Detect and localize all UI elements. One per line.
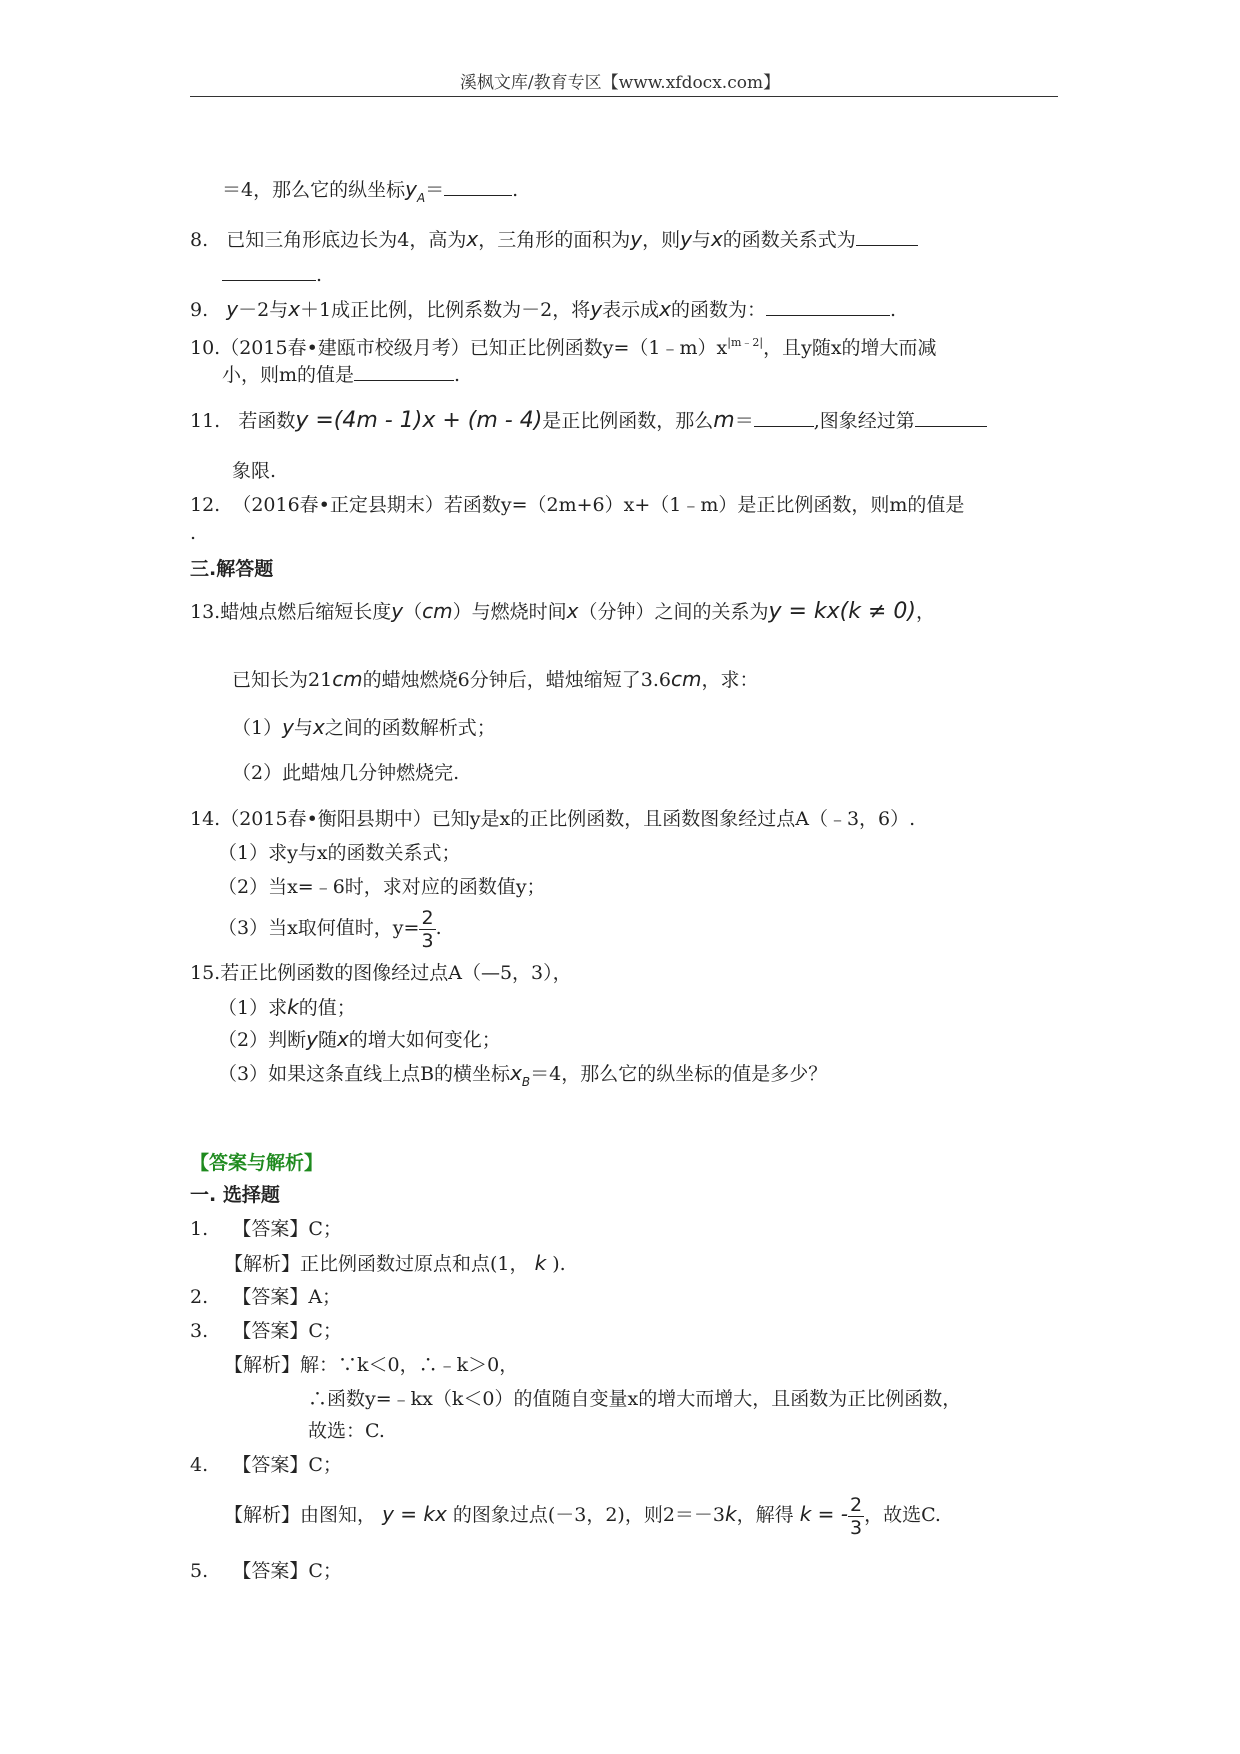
question-11-line2: 象限. bbox=[232, 460, 277, 482]
answer-3-explanation-line2: ∴函数y=﹣kx（k＜0）的值随自变量x的增大而增大，且函数为正比例函数， bbox=[308, 1388, 962, 1410]
answer-blank bbox=[915, 408, 987, 427]
question-14-part1: （1）求y与x的函数关系式； bbox=[218, 842, 461, 864]
answer-3: 3. 【答案】C； bbox=[190, 1320, 342, 1342]
question-12-line2: . bbox=[190, 522, 197, 544]
question-13-part1: （1）y与x之间的函数解析式； bbox=[232, 715, 496, 739]
answers-section-1-heading: 一. 选择题 bbox=[190, 1184, 280, 1206]
answer-blank bbox=[444, 177, 512, 196]
answer-3-explanation-line3: 故选：C. bbox=[308, 1420, 385, 1442]
question-12: 12. （2016春•正定县期末）若函数y=（2m+6）x+（1﹣m）是正比例函数，则m的值是 bbox=[190, 494, 965, 516]
answer-blank bbox=[856, 227, 918, 246]
answer-4: 4. 【答案】C； bbox=[190, 1454, 342, 1476]
question-14-part3: （3）当x取何值时，y= $\frac{2}{3}$ . bbox=[218, 906, 442, 952]
header-divider bbox=[190, 96, 1058, 97]
q11-formula: y =(4m - 1)x + (m - 4) bbox=[295, 408, 543, 433]
question-10: 10.（2015春•建瓯市校级月考）已知正比例函数$y=(1﹣m)x^{|m﹣2|}$，且y随x的增大而减 bbox=[190, 336, 937, 359]
answer-4-explanation: 【解析】由图知， y = kx 的图象过点(－3，2)，则2＝－3k，解得 k = - $\frac{2}{3}$ ，故选C. bbox=[224, 1493, 941, 1539]
answer-1: 1. 【答案】C； bbox=[190, 1218, 342, 1240]
answer-blank bbox=[354, 362, 454, 381]
answers-heading: 【答案与解析】 bbox=[190, 1152, 324, 1174]
question-15-part3: （3）如果这条直线上点B的横坐标$x_B=4$，那么它的纵坐标的值是多少？ bbox=[218, 1061, 828, 1089]
answer-blank bbox=[754, 408, 814, 427]
answer-5: 5. 【答案】C； bbox=[190, 1560, 342, 1582]
question-15-part1: （1）求k的值； bbox=[218, 995, 356, 1019]
answer-3-explanation: 【解析】解：∵k＜0，∴﹣k＞0， bbox=[224, 1354, 519, 1376]
question-13-part2: （2）此蜡烛几分钟燃烧完. bbox=[232, 762, 460, 784]
answer-blank bbox=[222, 262, 316, 281]
question-9: 9. y－2与x＋1成正比例，比例系数为－2，将y表示成x的函数为： . bbox=[190, 297, 896, 321]
question-14: 14.（2015春•衡阳县期中）已知y是x的正比例函数，且函数图象经过点A（﹣3，6）. bbox=[190, 808, 916, 830]
question-13: 13.蜡烛点燃后缩短长度y（cm）与燃烧时间x（分钟）之间的关系为y = kx(k ≠ 0)， bbox=[190, 599, 935, 624]
section-3-heading: 三.解答题 bbox=[190, 558, 274, 580]
q13-formula: y = kx(k ≠ 0) bbox=[768, 599, 916, 624]
question-10-line2: 小，则m的值是 . bbox=[222, 364, 461, 386]
question-15-part2: （2）判断y随x的增大如何变化； bbox=[218, 1027, 501, 1051]
question-8-line2: . bbox=[222, 262, 322, 288]
q7-continuation: ＝4，那么它的纵坐标$y_A=$ . bbox=[222, 177, 519, 205]
fraction: $\frac{2}{3}$ bbox=[421, 906, 434, 952]
question-13-line2: 已知长为21cm的蜡烛燃烧6分钟后，蜡烛缩短了3.6cm，求： bbox=[232, 667, 759, 691]
answer-1-explanation: 【解析】正比例函数过原点和点(1， k ). bbox=[224, 1251, 566, 1275]
question-15: 15.若正比例函数的图像经过点A（—5，3）， bbox=[190, 962, 572, 984]
fraction: $\frac{2}{3}$ bbox=[849, 1493, 863, 1539]
question-11: 11. 若函数y =(4m - 1)x + (m - 4)是正比例函数，那么m＝ ,图象经过第 bbox=[190, 404, 987, 438]
answer-blank bbox=[766, 297, 890, 316]
question-14-part2: （2）当x=﹣6时，求对应的函数值y； bbox=[218, 876, 546, 898]
page-header: 溪枫文库/教育专区【www.xfdocx.com】 bbox=[459, 73, 781, 93]
question-8: 8. 已知三角形底边长为4，高为x，三角形的面积为y，则y与x的函数关系式为 bbox=[190, 226, 918, 253]
answer-2: 2. 【答案】A； bbox=[190, 1286, 342, 1308]
